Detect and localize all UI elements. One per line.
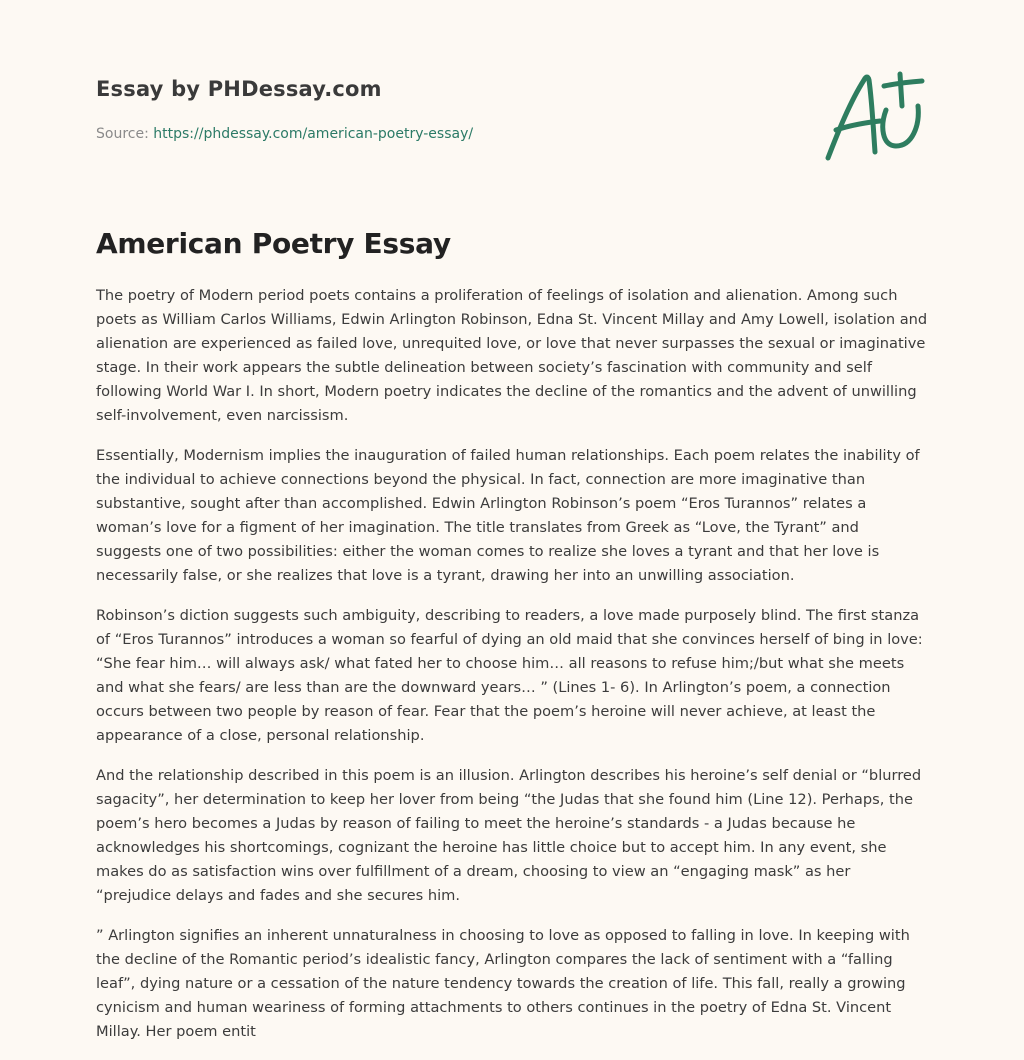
essay-title: American Poetry Essay xyxy=(96,227,451,260)
source-line xyxy=(96,124,796,144)
essay-paragraph: Robinson’s diction suggests such ambiguity, describing to readers, a love made purposely blind. The first stanza of “Eros Turannos” introduces a woman so fearful of dying an old maid that she convinces herself of bing in love: “She fear him… will always ask/ what fated her to choose him… all reasons to refuse him;/but what she meets and what she fears/ are less than are the downward years… ” (Lines 1- 6). In Arlington’s poem, a connection occurs between two people by reason of fear. Fear that the poem’s heroine will never achieve, at least the appearance of a close, personal relationship. xyxy=(96,607,923,744)
essay-paragraph: The poetry of Modern period poets contains a proliferation of feelings of isolation and alienation. Among such poets as William Carlos Williams, Edwin Arlington Robinson, Edna St. Vincent Millay and Amy Lowell, isolation and alienation are experienced as failed love, unrequited love, or love that never surpasses the sexual or imaginative stage. In their work appears the subtle delineation between society’s fascination with community and self following World War I. In short, Modern poetry indicates the decline of the romantics and the advent of unwilling self-involvement, even narcissism. xyxy=(96,287,928,424)
page-header xyxy=(96,74,796,144)
source-label: Source: xyxy=(96,126,149,142)
a-plus-logo-icon xyxy=(822,66,928,166)
essay-body xyxy=(96,284,928,1060)
essay-paragraph: ” Arlington signifies an inherent unnaturalness in choosing to love as opposed to falling in love. In keeping with the decline of the Romantic period’s idealistic fancy, Arlington compares the lack of sentiment with a “falling leaf”, dying nature or a cessation of the nature tendency towards the creation of life. This fall, really a growing cynicism and human weariness of forming attachments to others continues in the poetry of Edna St. Vincent Millay. Her poem entit xyxy=(96,927,910,1040)
essay-paragraph: Essentially, Modernism implies the inauguration of failed human relationships. Each poem relates the inability of the individual to achieve connections beyond the physical. In fact, connection are more imaginative than substantive, sought after than accomplished. Edwin Arlington Robinson’s poem “Eros Turannos” relates a woman’s love for a figment of her imagination. The title translates from Greek as “Love, the Tyrant” and suggests one of two possibilities: either the woman comes to realize she loves a tyrant and that her love is necessarily false, or she realizes that love is a tyrant, drawing her into an unwilling association. xyxy=(96,447,920,584)
essay-paragraph: And the relationship described in this poem is an illusion. Arlington describes his heroine’s self denial or “blurred sagacity”, her determination to keep her lover from being “the Judas that she found him (Line 12). Perhaps, the poem’s hero becomes a Judas by reason of failing to meet the heroine’s standards - a Judas because he acknowledges his shortcomings, cognizant the heroine has little choice but to accept him. In any event, she makes do as satisfaction wins over fulfillment of a dream, choosing to view an “engaging mask” as her “prejudice delays and fades and she secures him. xyxy=(96,767,922,904)
a-plus-logo-svg xyxy=(822,66,928,166)
site-title: Essay by PHDessay.com xyxy=(96,77,382,101)
source-link[interactable]: https://phdessay.com/american-poetry-essay/ xyxy=(153,126,474,142)
